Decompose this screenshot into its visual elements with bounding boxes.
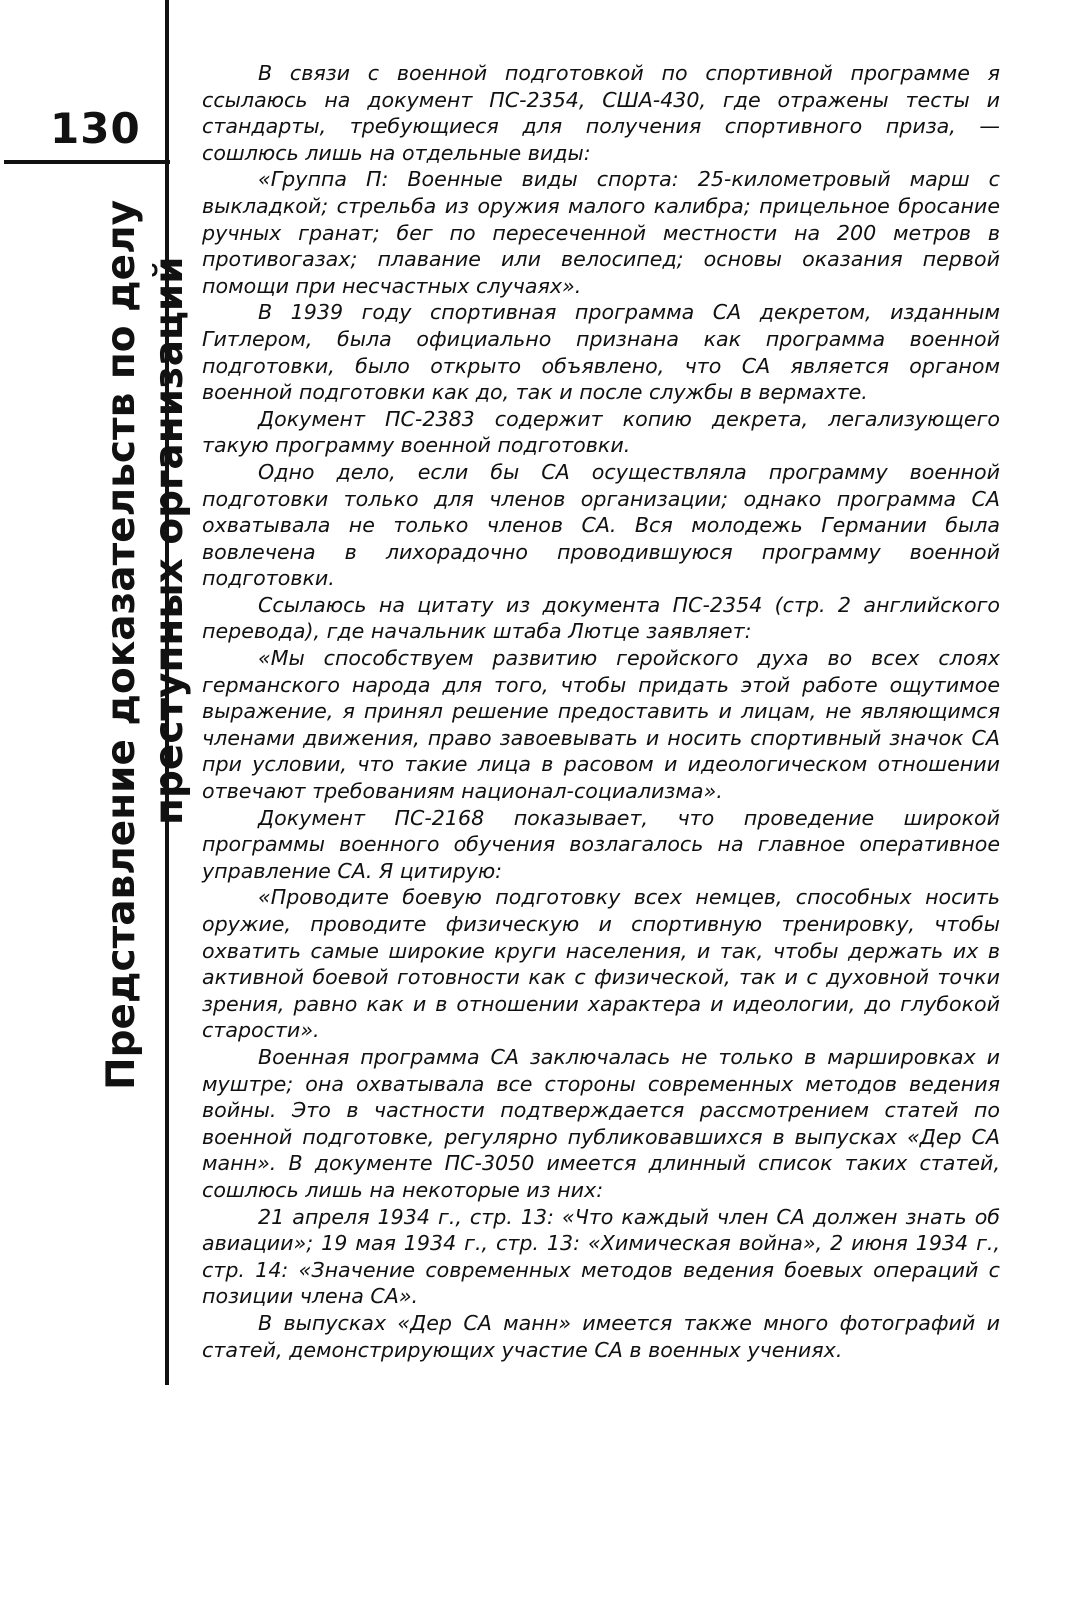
running-head-line-2: преступных организаций bbox=[147, 256, 192, 825]
paragraph: Документ ПС-2168 показывает, что проведение широкой программы военного обучения возлагалось на главное оперативное управление СА. Я цитирую: bbox=[202, 805, 1000, 883]
paragraph: «Проводите боевую подготовку всех немцев, способных носить оружие, проводите физическую и спортивную тренировку, чтобы охватить самые широкие круги населения, и так, чтобы держать их в активной боевой готовности как с физической, так и с духовной точки зрения, равно как и в отношении характера и идеологии, до глубокой старости». bbox=[202, 885, 1000, 1043]
running-head-line-1: Представление доказательств по делу bbox=[99, 199, 144, 1090]
paragraph: В 1939 году спортивная программа СА декретом, изданным Гитлером, была официально признана как программа военной подготовки, было открыто объявлено, что СА является органом военной подготовки как до, так и после службы в вермахте. bbox=[202, 300, 1000, 405]
running-head bbox=[98, 190, 194, 1090]
paragraph: В выпусках «Дер СА манн» имеется также много фотографий и статей, демонстрирующих участие СА в военных учениях. bbox=[202, 1310, 1000, 1362]
paragraph: Военная программа СА заключалась не только в маршировках и муштре; она охватывала все стороны современных методов ведения войны. Это в частности подтверждается рассмотрением статей по военной подготовке, регулярно публиковавшихся в выпусках «Дер СА манн». В документе ПС-3050 имеется длинный список таких статей, сошлюсь лишь на некоторые из них: bbox=[202, 1044, 1000, 1202]
paragraph: Одно дело, если бы СА осуществляла программу военной подготовки только для членов организации; однако программа СА охватывала не только членов СА. Вся молодежь Германии была вовлечена в лихорадочно проводившуюся программу военной подготовки. bbox=[202, 459, 1000, 591]
page-number: 130 bbox=[50, 104, 141, 153]
paragraph: 21 апреля 1934 г., стр. 13: «Что каждый член СА должен знать об авиации»; 19 мая 1934 г., стр. 13: «Химическая война», 2 июня 1934 г., стр. 14: «Значение современных методов ведения боевых операций с позиции члена СА». bbox=[202, 1204, 1000, 1309]
paragraph: «Группа П: Военные виды спорта: 25-километровый марш с выкладкой; стрельба из оружия малого калибра; прицельное бросание ручных гранат; бег по пересеченной местности на 200 метров в противогазах; плавание или велосипед; основы оказания первой помощи при несчастных случаях». bbox=[202, 167, 1000, 298]
body-text bbox=[202, 60, 1000, 1363]
header-rule bbox=[4, 160, 170, 164]
paragraph: Ссылаюсь на цитату из документа ПС-2354 (стр. 2 английского перевода), где начальник штаба Лютце заявляет: bbox=[202, 592, 1000, 644]
paragraph: «Мы способствуем развитию геройского духа во всех слоях германского народа для того, чтобы придать этой работе ощутимое выражение, я принял решение предоставить и лицам, не являющимся членами движения, право завоевывать и носить спортивный значок СА при условии, что такие лица в расовом и идеологическом отношении отвечают требованиям национал-социализма». bbox=[202, 646, 1000, 804]
paragraph: Документ ПС-2383 содержит копию декрета, легализующего такую программу военной подготовки. bbox=[202, 406, 1000, 458]
paragraph: В связи с военной подготовкой по спортивной программе я ссылаюсь на документ ПС-2354, США-430, где отражены тесты и стандарты, требующиеся для получения спортивного приза, — сошлюсь лишь на отдельные виды: bbox=[202, 61, 1000, 165]
